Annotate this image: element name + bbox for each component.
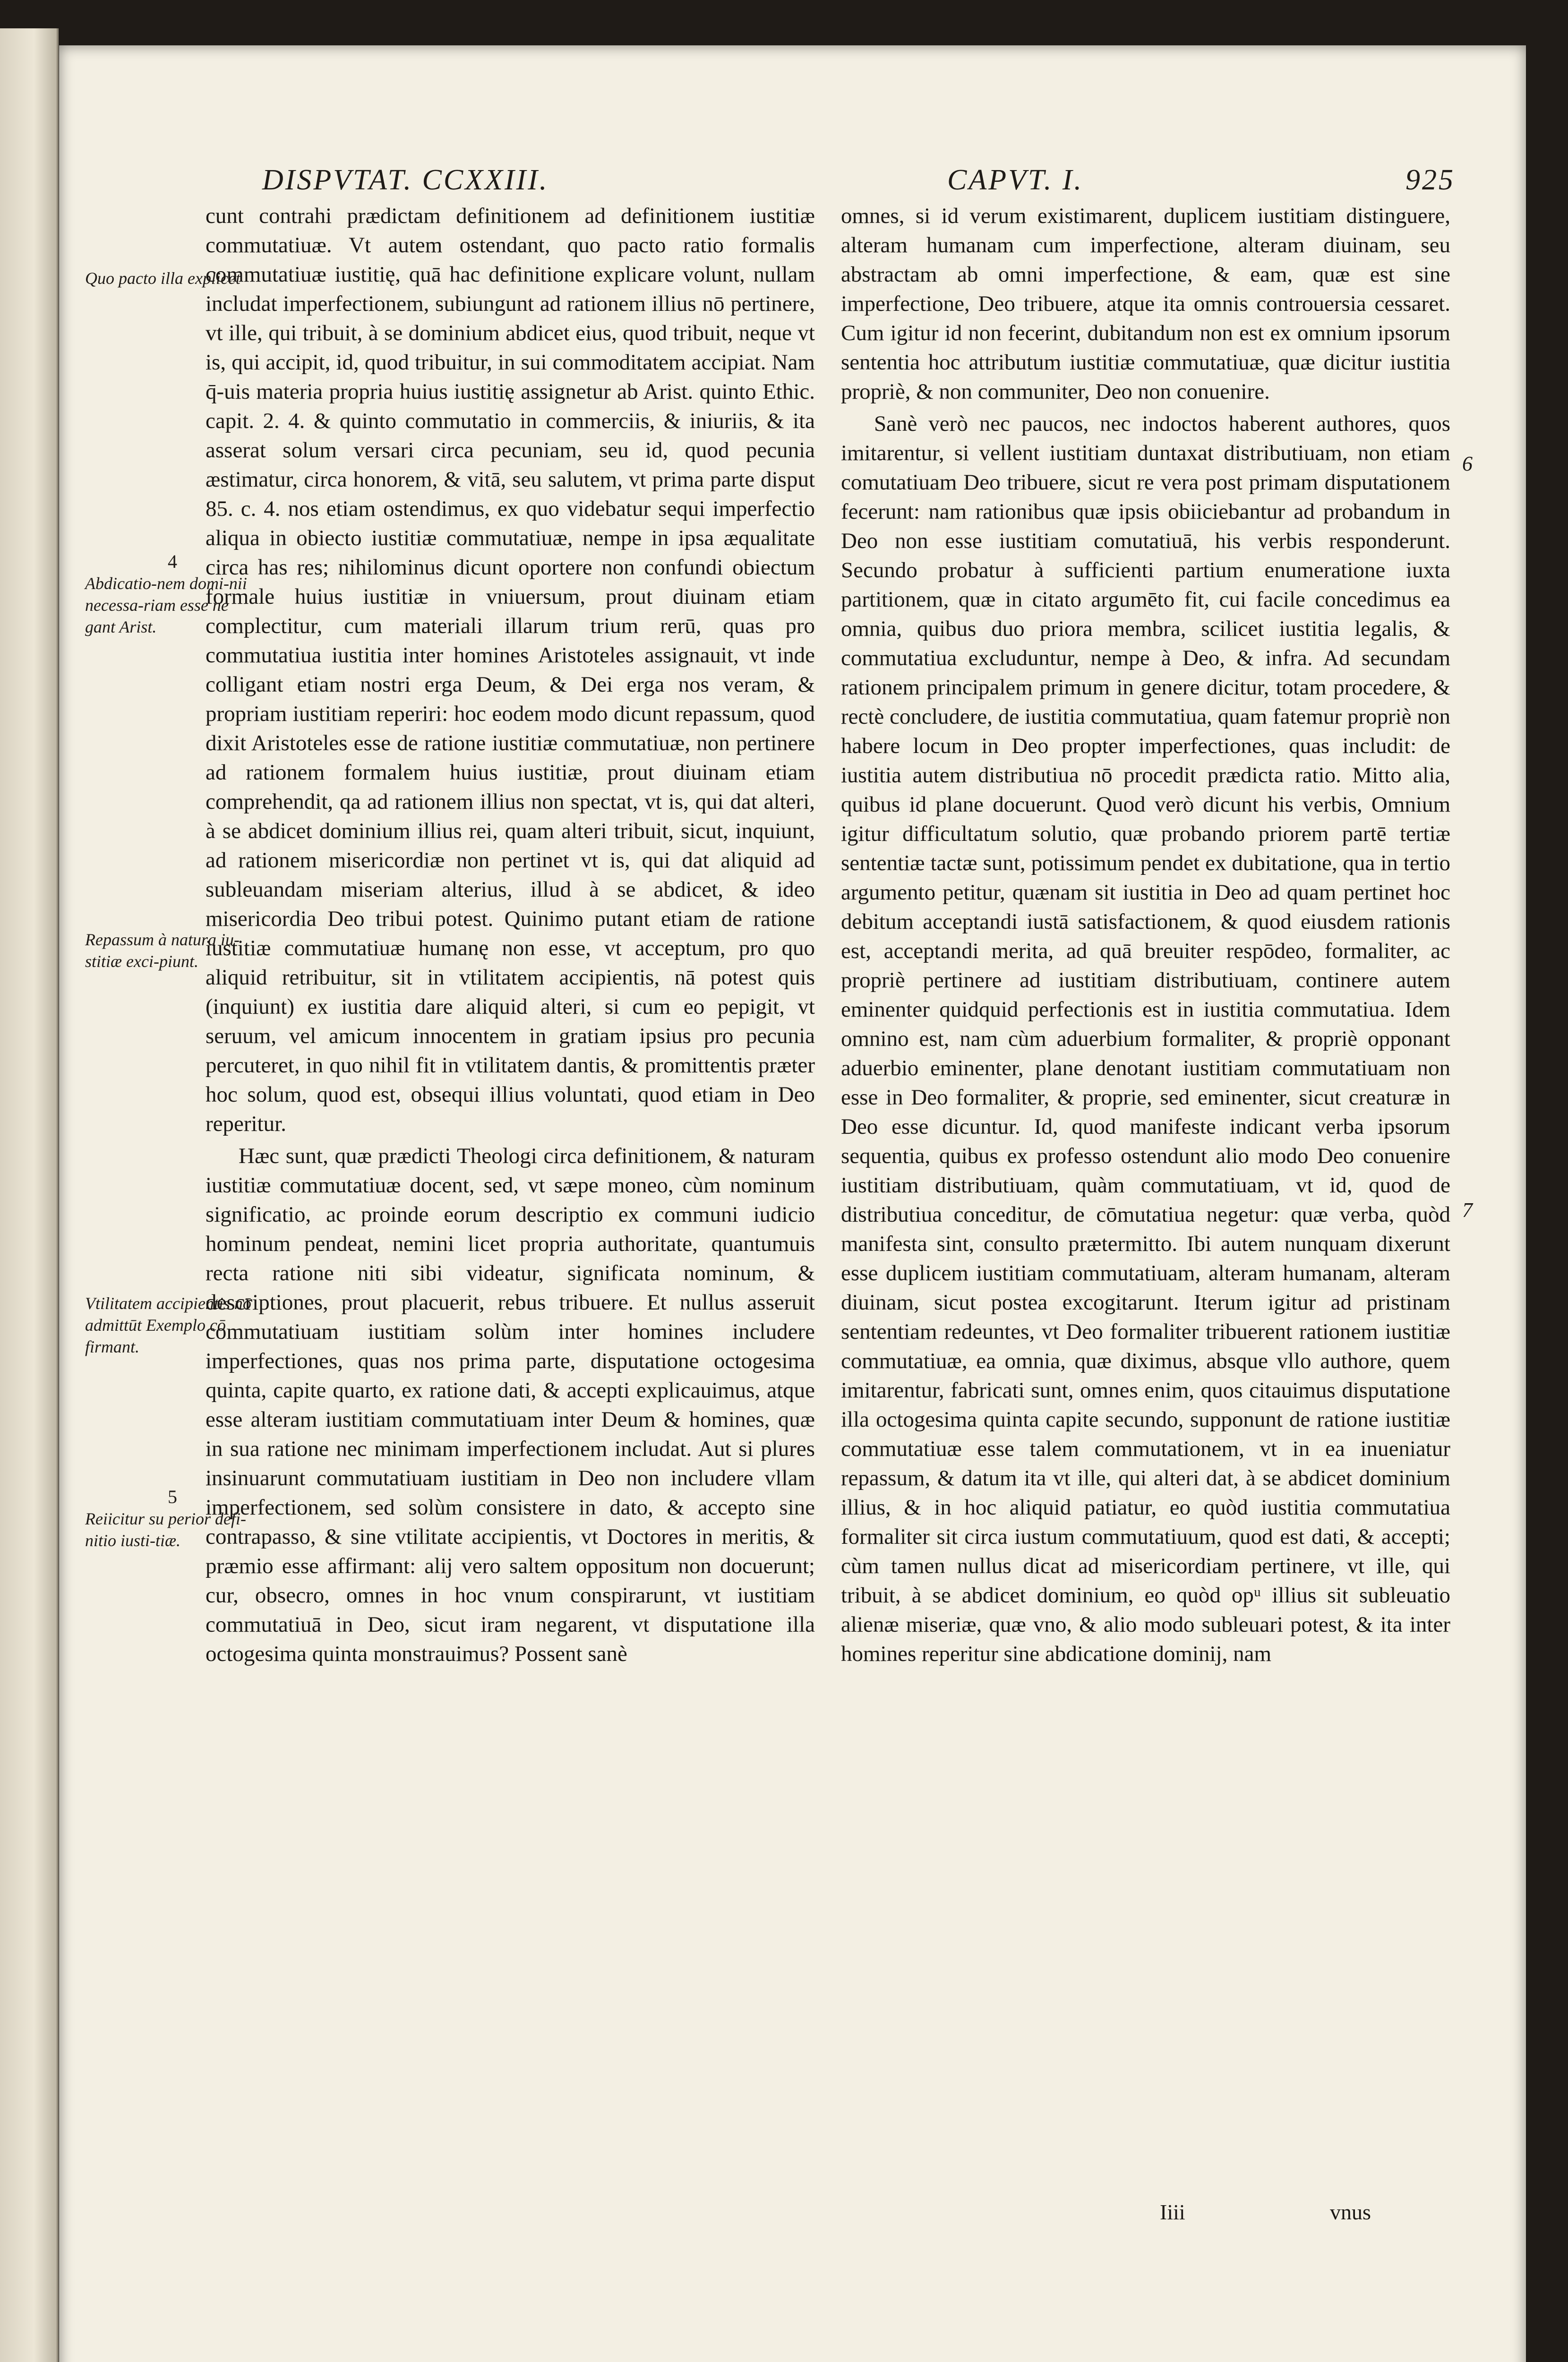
section-number: 7	[1462, 1198, 1473, 1222]
section-number: 6	[1462, 452, 1473, 475]
margin-note-text: Quo pacto illa explicet	[85, 269, 240, 288]
margin-note-text: Abdicatio-nem domi-nii necessa-riam esse ne gant Arist.	[85, 574, 247, 636]
margin-note-text: Reiicitur su perior defi-nitio iusti-tiæ.	[85, 1509, 246, 1550]
paragraph: cunt contrahi prædictam definitionem ad definitionem iustitiæ commutatiuæ. Vt autem ostendant, quo pacto ratio formalis commutatiuæ iustitię, quā hac definitione explicare volunt, nullam includat imperfectionem, subiungunt ad rationem illius nō pertinere, vt ille, qui tribuit, à se dominium abdicet eius, quod tribuit, neque vt is, qui accipit, id, quod tribuitur, in sui commoditatem accipiat. Nam q̄-uis materia propria huius iustitię assignetur ab Arist. quinto Ethic. capit. 2. 4. & quinto commutatio in commerciis, & iniuriis, & ita asserat solum versari circa pecuniam, seu id, quod pecunia æstimatur, circa honorem, & vitā, seu salutem, vt prima parte disput 85. c. 4. nos etiam ostendimus, ex quo videbatur sequi imperfectio aliqua in obiecto iustitiæ commutatiuæ, nempe in ipsa æqualitate circa has res; nihilominus dicunt oportere non confundi obiectum formale huius iustitiæ in vniuersum, prout diuinam etiam complectitur, cum materiali illarum trium rerū, quas pro commutatiua iustitia inter homines Aristoteles assignauit, vt inde colligant etiam nostri erga Deum, & Dei erga nos veram, & propriam iustitiam reperiri: hoc eodem modo dicunt repassum, quod dixit Aristoteles esse de ratione iustitiæ commutatiuæ, non pertinere ad rationem formalem huius iustitiæ, prout diuinam etiam comprehendit, qa ad rationem illius non spectat, vt is, qui dat alteri, à se abdicet dominium illius rei, quam alteri tribuit, sicut, inquiunt, ad rationem misericordiæ non pertinet vt is, qui dat aliquid ad subleuandam miseriam alterius, illud à se abdicet, & ideo misericordia Deo tribui potest. Quinimo putant etiam de ratione iustitiæ commutatiuæ humanę non esse, vt acceptum, pro quo aliquid retribuitur, sit in vtilitatem accipientis, nā potest quis (inquiunt) ex iustitia dare aliquid alteri, si cum eo pepigit, vt seruum, vel amicum innocentem in gratiam ipsius pro pecunia percuteret, in quo nihil fit in vtilitatem dantis, & promittentis præter hoc solum, quod est, obsequi illius voluntati, quod etiam in Deo reperitur.	[206, 204, 815, 1136]
page-number: 925	[1405, 164, 1455, 196]
paragraph: Sanè verò nec paucos, nec indoctos haberent authores, quos imitarentur, si vellent iustitiam duntaxat distributiuam, non etiam comutatiuam Deo tribuere, sicut re vera post primam disputationem fecerunt: nam rationibus quæ ipsis obiiciebantur ad probandum in Deo non esse iustitiam comutatiuā, his verbis responderunt. Secundo probatur à sufficienti partium enumeratione iuxta partitionem, quæ in citato argumēto fit, cui facile concedimus ea omnia, quibus duo priora membra, scilicet iustitia legalis, & commutatiua excluduntur, nempe à Deo, & infra. Ad secundam rationem principalem primum in genere dicitur, totam procedere, & rectè concludere, de iustitia commutatiua, quam fatemur propriè non habere locum in Deo propter imperfectiones, quas includit: de iustitia autem distributiua nō procedit prædicta ratio. Mitto alia, quibus id plane docuerunt. Quod verò dicunt his verbis, Omnium igitur difficultatum solutio, quæ probando priorem partē tertiæ sententiæ tactæ sunt, potissimum pendet ex dubitatione, qua in tertio argumento petitur, quænam sit iustitia in Deo ad quam pertinet hoc debitum acceptandi iustā satisfactionem, & quod eiusdem rationis est, acceptandi merita, ad quā breuiter respōdeo, formaliter, ac propriè pertinere ad iustitiam distributiuam, continere autem eminenter quidquid perfectionis est in iustitia commutatiua. Idem omnino est, nam cùm aduerbium formaliter, & propriè opponant aduerbio eminenter, plane denotant iustitiam commutatiuam non esse in Deo formaliter, & proprie, sed eminenter, sicut creaturæ in Deo esse dicuntur. Id, quod manifeste indicant verba ipsorum sequentia, quibus ex professo ostendunt alio modo Deo conuenire iustitiam distributiuam, quàm commutatiuam, vt id, quod de distributiua conceditur, de cōmutatiua negetur: quæ verba, quòd manifesta sint, consulto prætermitto. Ibi autem nunquam dixerunt esse duplicem iustitiam commutatiuam, alteram humanam, alteram diuinam, sicut postea excogitarunt. Iterum igitur ad pristinam sententiam redeuntes, vt Deo formaliter tribuerent rationem iustitiæ commutatiuæ, ea omnia, quæ diximus, absque vllo authore, quem imitarentur, fabricati sunt, omnes enim, quos citauimus disputatione illa octogesima quinta capite secundo, supponunt de ratione iustitiæ commutatiuæ esse talem commutationem, vt in ea inueniatur repassum, & datum ita vt ille, qui alteri dat, à se abdicet dominium illius, & in hoc aliquid patiatur, eo quòd iustitia commutatiua formaliter sit circa iustum commutatiuum, quod est dati, & accepti; cùm tamen nullus dicat ad misericordiam pertinere, vt ille, qui tribuit, à se abdicet dominium, eo quòd opᵘ illius sit subleuatio alienæ miseriæ, quæ vno, & alio modo subleuari potest, & ita inter homines reperitur sine abdicatione dominij, nam	[841, 411, 1450, 1666]
margin-note-number: 4	[168, 551, 177, 572]
facing-page-edge	[0, 28, 59, 2362]
left-column	[206, 201, 815, 2209]
right-column	[841, 201, 1450, 2209]
margin-note-text: Repassum à natura iu-stitiæ exci-piunt.	[85, 930, 240, 971]
running-head-left: DISPVTAT. CCXXIII.	[262, 164, 549, 196]
catchword: vnus	[1330, 2200, 1371, 2224]
margin-note-text: Vtilitatem accipientis nō admittūt Exemplo cō firmant.	[85, 1294, 251, 1356]
running-head-right: CAPVT. I.	[947, 164, 1083, 196]
page-footer	[59, 2199, 1526, 2237]
book-page	[59, 45, 1526, 2362]
paragraph: omnes, si id verum existimarent, duplicem iustitiam distinguere, alteram humanam cum imperfectione, alteram diuinam, seu abstractam ab omni imperfectione, & eam, quæ est sine imperfectione, Deo tribuere, atque ita omnis controuersia cessaret. Cum igitur id non fecerint, dubitandum non est ex omnium ipsorum sententia hoc attributum iustitiæ commutatiuæ, quæ dicitur iustitia propriè, & non communiter, Deo non conuenire.	[841, 204, 1450, 404]
right-margin-numbers	[1453, 45, 1519, 2313]
signature-mark: Iiii	[1160, 2200, 1185, 2224]
paragraph: Hæc sunt, quæ prædicti Theologi circa definitionem, & naturam iustitiæ commutatiuæ docent, sed, vt sæpe moneo, cùm nominum significatio, ac proinde eorum descriptio ex communi iudicio hominum pendeat, nemini licet propria authoritate, quantumuis recta ratione niti sibi videatur, significata nominum, & descriptiones, prout placuerit, rebus tribuere. Et nullus asseruit commutatiuam iustitiam solùm inter homines includere imperfectiones, quas nos prima parte, disputatione octogesima quinta, capite quarto, ex ratione dati, & accepti explicauimus, atque esse alteram iustitiam commutatiuam inter Deum & homines, quæ in sua ratione nec minimam imperfectionem includat. Aut si plures insinuarunt commutatiuam iustitiam in Deo non includere vllam imperfectionem, sed solùm consistere in dato, & accepto sine contrapasso, & sine vtilitate accipientis, vt Doctores in meritis, & præmio esse affirmant: alij vero saltem oppositum non docuerunt; cur, obsecro, omnes in hoc vnum conspirarunt, vt iustitiam commutatiuā in Deo, sicut iram negarent, vt disputatione illa octogesima quinta monstrauimus? Possent sanè	[206, 1144, 815, 1666]
margin-note-number: 5	[168, 1486, 177, 1507]
